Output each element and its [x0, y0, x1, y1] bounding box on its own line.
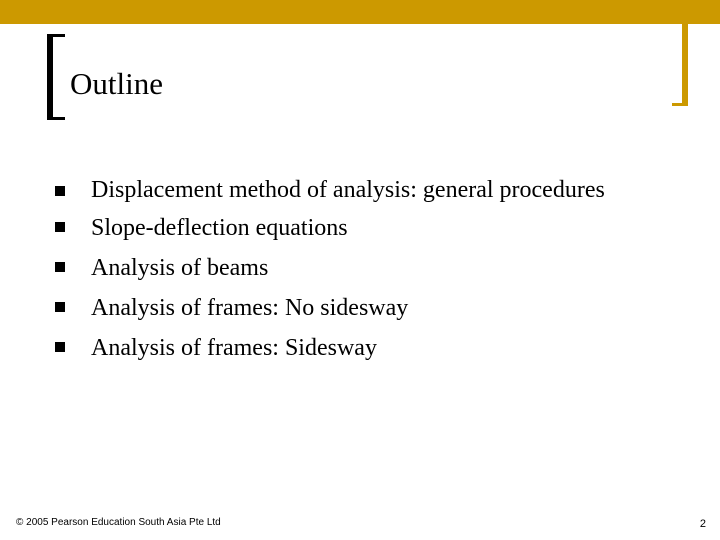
list-item-text: Analysis of frames: Sidesway: [91, 335, 377, 361]
list-item: [55, 172, 675, 208]
list-item: [55, 208, 675, 248]
square-bullet-icon: [55, 186, 65, 196]
list-item-text: Analysis of beams: [91, 255, 269, 281]
list-item: [55, 328, 675, 368]
square-bullet-icon: [55, 342, 65, 352]
list-item: [55, 288, 675, 328]
square-bullet-icon: [55, 302, 65, 312]
right-bracket-decoration: [672, 24, 688, 106]
square-bullet-icon: [55, 262, 65, 272]
copyright-footer: © 2005 Pearson Education South Asia Pte Ltd: [16, 517, 221, 528]
square-bullet-icon: [55, 222, 65, 232]
top-accent-band: [0, 0, 720, 24]
list-item-text: Analysis of frames: No sidesway: [91, 295, 409, 321]
page-number: 2: [699, 518, 706, 530]
slide-title: Outline: [70, 66, 163, 101]
bullet-list: [55, 172, 675, 368]
list-item-text: Displacement method of analysis: general procedures: [91, 177, 605, 203]
left-bracket-decoration: [47, 34, 65, 120]
list-item: [55, 248, 675, 288]
list-item-text: Slope-deflection equations: [91, 215, 348, 241]
